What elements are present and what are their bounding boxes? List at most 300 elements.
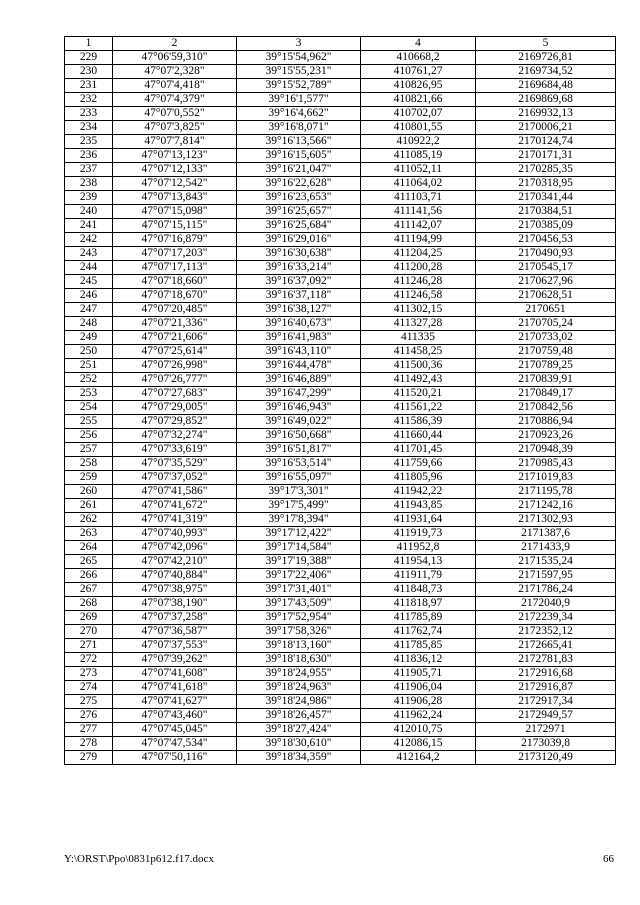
table-cell: 249 [65, 331, 113, 345]
table-cell: 39°18'24,986" [237, 695, 361, 709]
table-cell: 39°18'27,424" [237, 723, 361, 737]
table-cell: 411052,11 [361, 163, 476, 177]
table-cell: 39°16'8,071" [237, 121, 361, 135]
table-cell: 39°16'29,016" [237, 233, 361, 247]
table-cell: 251 [65, 359, 113, 373]
table-cell: 47°07'13,843" [113, 191, 237, 205]
column-header: 2 [113, 37, 237, 51]
table-cell: 2170705,24 [476, 317, 616, 331]
table-cell: 273 [65, 667, 113, 681]
table-cell: 411246,28 [361, 275, 476, 289]
table-cell: 47°07'47,534" [113, 737, 237, 751]
table-cell: 2170628,51 [476, 289, 616, 303]
table-row [65, 709, 616, 723]
column-header: 1 [65, 37, 113, 51]
table-cell: 39°16'38,127" [237, 303, 361, 317]
table-cell: 39°16'4,662" [237, 107, 361, 121]
table-row [65, 65, 616, 79]
table-cell: 2171535,24 [476, 555, 616, 569]
table-cell: 47°07'29,852" [113, 415, 237, 429]
table-cell: 39°16'41,983" [237, 331, 361, 345]
table-cell: 39°16'40,673" [237, 317, 361, 331]
table-cell: 2170839,91 [476, 373, 616, 387]
table-row [65, 233, 616, 247]
table-cell: 242 [65, 233, 113, 247]
table-cell: 47°07'41,672" [113, 499, 237, 513]
table-header [65, 37, 616, 51]
table-cell: 2170842,56 [476, 401, 616, 415]
table-cell: 2171786,24 [476, 583, 616, 597]
table-row [65, 569, 616, 583]
table-cell: 2169932,13 [476, 107, 616, 121]
table-row [65, 597, 616, 611]
table-cell: 239 [65, 191, 113, 205]
table-cell: 411500,36 [361, 359, 476, 373]
table-cell: 39°17'58,326" [237, 625, 361, 639]
table-row [65, 583, 616, 597]
table-cell: 275 [65, 695, 113, 709]
table-cell: 2170171,31 [476, 149, 616, 163]
table-cell: 39°17'19,388" [237, 555, 361, 569]
table-cell: 47°07'17,203" [113, 247, 237, 261]
table-cell: 412086,15 [361, 737, 476, 751]
coordinates-table [64, 36, 616, 765]
table-row [65, 275, 616, 289]
page-number: 66 [603, 853, 614, 865]
table-cell: 411492,43 [361, 373, 476, 387]
table-cell: 39°17'3,301" [237, 485, 361, 499]
table-row [65, 723, 616, 737]
table-cell: 411561,22 [361, 401, 476, 415]
table-cell: 47°07'41,319" [113, 513, 237, 527]
table-cell: 47°07'18,670" [113, 289, 237, 303]
table-cell: 47°07'38,975" [113, 583, 237, 597]
table-cell: 411141,56 [361, 205, 476, 219]
table-row [65, 639, 616, 653]
table-cell: 2170849,17 [476, 387, 616, 401]
table-cell: 47°07'35,529" [113, 457, 237, 471]
table-cell: 39°16'23,653" [237, 191, 361, 205]
table-row [65, 387, 616, 401]
table-cell: 39°16'46,889" [237, 373, 361, 387]
table-cell: 2173039,8 [476, 737, 616, 751]
table-cell: 248 [65, 317, 113, 331]
table-cell: 2172352,12 [476, 625, 616, 639]
table-cell: 411586,39 [361, 415, 476, 429]
table-cell: 47°07'32,274" [113, 429, 237, 443]
table-cell: 39°15'55,231" [237, 65, 361, 79]
table-cell: 39°17'5,499" [237, 499, 361, 513]
table-cell: 2170341,44 [476, 191, 616, 205]
table-cell: 2172040,9 [476, 597, 616, 611]
table-cell: 2170923,26 [476, 429, 616, 443]
table-cell: 229 [65, 51, 113, 65]
table-cell: 2170789,25 [476, 359, 616, 373]
table-cell: 411204,25 [361, 247, 476, 261]
table-cell: 262 [65, 513, 113, 527]
table-row [65, 163, 616, 177]
table-cell: 269 [65, 611, 113, 625]
table-cell: 2170124,74 [476, 135, 616, 149]
table-cell: 411142,07 [361, 219, 476, 233]
table-row [65, 261, 616, 275]
table-cell: 47°07'43,460" [113, 709, 237, 723]
table-cell: 39°16'25,684" [237, 219, 361, 233]
table-cell: 47°07'41,627" [113, 695, 237, 709]
table-cell: 411660,44 [361, 429, 476, 443]
table-cell: 39°18'26,457" [237, 709, 361, 723]
table-cell: 254 [65, 401, 113, 415]
table-cell: 410761,27 [361, 65, 476, 79]
table-cell: 39°15'54,962" [237, 51, 361, 65]
table-row [65, 205, 616, 219]
table-cell: 39°16'49,022" [237, 415, 361, 429]
table-cell: 47°07'45,045" [113, 723, 237, 737]
table-cell: 272 [65, 653, 113, 667]
table-cell: 410821,66 [361, 93, 476, 107]
table-cell: 265 [65, 555, 113, 569]
table-cell: 2170651 [476, 303, 616, 317]
table-cell: 47°07'40,993" [113, 527, 237, 541]
table-cell: 2169726,81 [476, 51, 616, 65]
table-cell: 47°07'0,552" [113, 107, 237, 121]
table-cell: 39°15'52,789" [237, 79, 361, 93]
table-row [65, 541, 616, 555]
table-cell: 47°07'42,096" [113, 541, 237, 555]
table-row [65, 653, 616, 667]
table-cell: 411906,04 [361, 681, 476, 695]
table-cell: 410668,2 [361, 51, 476, 65]
table-cell: 39°16'33,214" [237, 261, 361, 275]
table-cell: 39°16'21,047" [237, 163, 361, 177]
table-cell: 39°17'43,509" [237, 597, 361, 611]
table-cell: 39°18'24,963" [237, 681, 361, 695]
table-cell: 252 [65, 373, 113, 387]
table-row [65, 121, 616, 135]
table-cell: 250 [65, 345, 113, 359]
table-cell: 257 [65, 443, 113, 457]
table-cell: 2170384,51 [476, 205, 616, 219]
table-cell: 271 [65, 639, 113, 653]
table-cell: 411759,66 [361, 457, 476, 471]
table-cell: 411931,64 [361, 513, 476, 527]
table-cell: 270 [65, 625, 113, 639]
table-cell: 279 [65, 751, 113, 765]
table-row [65, 51, 616, 65]
table-cell: 231 [65, 79, 113, 93]
table-cell: 47°07'37,052" [113, 471, 237, 485]
table-cell: 412010,75 [361, 723, 476, 737]
table-row [65, 681, 616, 695]
table-cell: 2170733,02 [476, 331, 616, 345]
table-cell: 47°07'20,485" [113, 303, 237, 317]
table-cell: 39°18'34,359" [237, 751, 361, 765]
table-cell: 278 [65, 737, 113, 751]
table-cell: 39°16'22,628" [237, 177, 361, 191]
table-body [65, 51, 616, 765]
table-cell: 266 [65, 569, 113, 583]
table-cell: 47°07'41,618" [113, 681, 237, 695]
table-cell: 47°07'33,619" [113, 443, 237, 457]
table-row [65, 79, 616, 93]
table-cell: 2169734,52 [476, 65, 616, 79]
table-cell: 411246,58 [361, 289, 476, 303]
table-cell: 411701,45 [361, 443, 476, 457]
table-row [65, 345, 616, 359]
table-cell: 47°07'25,614" [113, 345, 237, 359]
table-cell: 39°16'50,668" [237, 429, 361, 443]
table-cell: 47°07'40,884" [113, 569, 237, 583]
column-header: 4 [361, 37, 476, 51]
table-cell: 411762,74 [361, 625, 476, 639]
table-row [65, 695, 616, 709]
table-cell: 411785,85 [361, 639, 476, 653]
table-cell: 47°07'2,328" [113, 65, 237, 79]
table-cell: 2170006,21 [476, 121, 616, 135]
table-cell: 276 [65, 709, 113, 723]
table-row [65, 485, 616, 499]
table-cell: 411848,73 [361, 583, 476, 597]
table-cell: 47°07'26,998" [113, 359, 237, 373]
table-cell: 2171195,78 [476, 485, 616, 499]
table-cell: 238 [65, 177, 113, 191]
table-cell: 411943,85 [361, 499, 476, 513]
table-cell: 411942,22 [361, 485, 476, 499]
table-cell: 411836,12 [361, 653, 476, 667]
table-row [65, 93, 616, 107]
column-header: 5 [476, 37, 616, 51]
table-cell: 39°17'12,422" [237, 527, 361, 541]
table-cell: 240 [65, 205, 113, 219]
table-cell: 39°16'43,110" [237, 345, 361, 359]
table-row [65, 499, 616, 513]
table-cell: 256 [65, 429, 113, 443]
table-cell: 236 [65, 149, 113, 163]
table-cell: 411085,19 [361, 149, 476, 163]
table-cell: 47°07'4,418" [113, 79, 237, 93]
table-cell: 2172917,34 [476, 695, 616, 709]
table-cell: 39°16'44,478" [237, 359, 361, 373]
table-cell: 230 [65, 65, 113, 79]
table-cell: 39°16'30,638" [237, 247, 361, 261]
table-cell: 2172239,34 [476, 611, 616, 625]
table-cell: 411952,8 [361, 541, 476, 555]
table-cell: 259 [65, 471, 113, 485]
table-row [65, 107, 616, 121]
table-cell: 411818,97 [361, 597, 476, 611]
table-cell: 2170627,96 [476, 275, 616, 289]
table-row [65, 331, 616, 345]
table-cell: 411805,96 [361, 471, 476, 485]
table-cell: 2170456,53 [476, 233, 616, 247]
table-row [65, 247, 616, 261]
table-cell: 39°16'1,577" [237, 93, 361, 107]
table-cell: 47°07'12,542" [113, 177, 237, 191]
table-cell: 2172665,41 [476, 639, 616, 653]
table-cell: 47°07'18,660" [113, 275, 237, 289]
table-cell: 2170545,17 [476, 261, 616, 275]
table-cell: 410826,95 [361, 79, 476, 93]
table-cell: 47°07'15,115" [113, 219, 237, 233]
table-row [65, 219, 616, 233]
table-cell: 39°16'53,514" [237, 457, 361, 471]
table-row [65, 513, 616, 527]
table-cell: 47°07'26,777" [113, 373, 237, 387]
table-cell: 2172916,87 [476, 681, 616, 695]
table-cell: 47°06'59,310" [113, 51, 237, 65]
table-cell: 411302,15 [361, 303, 476, 317]
table-cell: 410801,55 [361, 121, 476, 135]
table-cell: 411103,71 [361, 191, 476, 205]
table-cell: 410702,07 [361, 107, 476, 121]
table-cell: 411962,24 [361, 709, 476, 723]
table-cell: 274 [65, 681, 113, 695]
table-cell: 411327,28 [361, 317, 476, 331]
table-cell: 2171597,95 [476, 569, 616, 583]
table-row [65, 191, 616, 205]
table-cell: 2170886,94 [476, 415, 616, 429]
table-cell: 47°07'16,879" [113, 233, 237, 247]
table-cell: 47°07'21,606" [113, 331, 237, 345]
table-cell: 2171433,9 [476, 541, 616, 555]
table-cell: 2169684,48 [476, 79, 616, 93]
table-cell: 255 [65, 415, 113, 429]
table-cell: 258 [65, 457, 113, 471]
table-cell: 235 [65, 135, 113, 149]
table-cell: 2170285,35 [476, 163, 616, 177]
table-cell: 47°07'50,116" [113, 751, 237, 765]
table-row [65, 373, 616, 387]
table-cell: 39°16'25,657" [237, 205, 361, 219]
table-cell: 247 [65, 303, 113, 317]
table-cell: 39°18'13,160" [237, 639, 361, 653]
table-cell: 47°07'15,098" [113, 205, 237, 219]
table-cell: 39°16'37,092" [237, 275, 361, 289]
table-cell: 246 [65, 289, 113, 303]
table-cell: 411911,79 [361, 569, 476, 583]
table-row [65, 415, 616, 429]
table-cell: 39°16'47,299" [237, 387, 361, 401]
table-cell: 277 [65, 723, 113, 737]
table-cell: 411064,02 [361, 177, 476, 191]
table-row [65, 667, 616, 681]
table-cell: 411200,28 [361, 261, 476, 275]
table-cell: 39°16'55,097" [237, 471, 361, 485]
table-cell: 47°07'42,210" [113, 555, 237, 569]
table-row [65, 317, 616, 331]
table-cell: 47°07'29,005" [113, 401, 237, 415]
table-cell: 47°07'36,587" [113, 625, 237, 639]
table-cell: 47°07'37,553" [113, 639, 237, 653]
table-cell: 39°16'51,817" [237, 443, 361, 457]
table-row [65, 555, 616, 569]
table-row [65, 429, 616, 443]
column-header: 3 [237, 37, 361, 51]
table-cell: 243 [65, 247, 113, 261]
table-cell: 411905,71 [361, 667, 476, 681]
table-cell: 47°07'41,586" [113, 485, 237, 499]
table-cell: 2171302,93 [476, 513, 616, 527]
table-cell: 47°07'38,190" [113, 597, 237, 611]
table-cell: 47°07'3,825" [113, 121, 237, 135]
table-cell: 2170385,09 [476, 219, 616, 233]
table-cell: 264 [65, 541, 113, 555]
table-cell: 39°16'13,566" [237, 135, 361, 149]
table-cell: 39°18'18,630" [237, 653, 361, 667]
table-row [65, 443, 616, 457]
table-cell: 411954,13 [361, 555, 476, 569]
table-cell: 47°07'13,123" [113, 149, 237, 163]
table-cell: 2170490,93 [476, 247, 616, 261]
table-cell: 245 [65, 275, 113, 289]
table-cell: 411458,25 [361, 345, 476, 359]
table-cell: 39°17'52,954" [237, 611, 361, 625]
footer-file-path: Y:\ORST\Ppo\0831p612.f17.docx [64, 853, 214, 865]
table-cell: 267 [65, 583, 113, 597]
table-cell: 253 [65, 387, 113, 401]
table-row [65, 737, 616, 751]
table-row [65, 625, 616, 639]
table-cell: 2170985,43 [476, 457, 616, 471]
table-row [65, 359, 616, 373]
table-cell: 241 [65, 219, 113, 233]
table-cell: 39°16'46,943" [237, 401, 361, 415]
table-row [65, 457, 616, 471]
table-cell: 412164,2 [361, 751, 476, 765]
table-cell: 411785,89 [361, 611, 476, 625]
table-cell: 47°07'27,683" [113, 387, 237, 401]
table-cell: 47°07'17,113" [113, 261, 237, 275]
table-row [65, 135, 616, 149]
table-cell: 2172971 [476, 723, 616, 737]
table-cell: 47°07'21,336" [113, 317, 237, 331]
table-cell: 260 [65, 485, 113, 499]
table-row [65, 527, 616, 541]
table-cell: 244 [65, 261, 113, 275]
table-cell: 2170318,95 [476, 177, 616, 191]
table-cell: 39°17'22,406" [237, 569, 361, 583]
table-row [65, 751, 616, 765]
table-cell: 2173120,49 [476, 751, 616, 765]
table-row [65, 149, 616, 163]
table-cell: 47°07'7,814" [113, 135, 237, 149]
table-cell: 261 [65, 499, 113, 513]
table-cell: 234 [65, 121, 113, 135]
table-cell: 268 [65, 597, 113, 611]
table-row [65, 289, 616, 303]
table-cell: 237 [65, 163, 113, 177]
table-cell: 2172949,57 [476, 709, 616, 723]
table-cell: 47°07'4,379" [113, 93, 237, 107]
table-cell: 47°07'39,262" [113, 653, 237, 667]
table-cell: 39°18'30,610" [237, 737, 361, 751]
table-cell: 263 [65, 527, 113, 541]
table-cell: 2172916,68 [476, 667, 616, 681]
table-cell: 39°17'31,401" [237, 583, 361, 597]
table-cell: 2170759,48 [476, 345, 616, 359]
table-row [65, 611, 616, 625]
table-row [65, 177, 616, 191]
table-cell: 39°16'15,605" [237, 149, 361, 163]
table-row [65, 303, 616, 317]
table-cell: 2171019,83 [476, 471, 616, 485]
table-cell: 39°16'37,118" [237, 289, 361, 303]
table-cell: 2170948,39 [476, 443, 616, 457]
table-cell: 233 [65, 107, 113, 121]
table-cell: 47°07'41,608" [113, 667, 237, 681]
table-cell: 2171242,16 [476, 499, 616, 513]
table-row [65, 471, 616, 485]
